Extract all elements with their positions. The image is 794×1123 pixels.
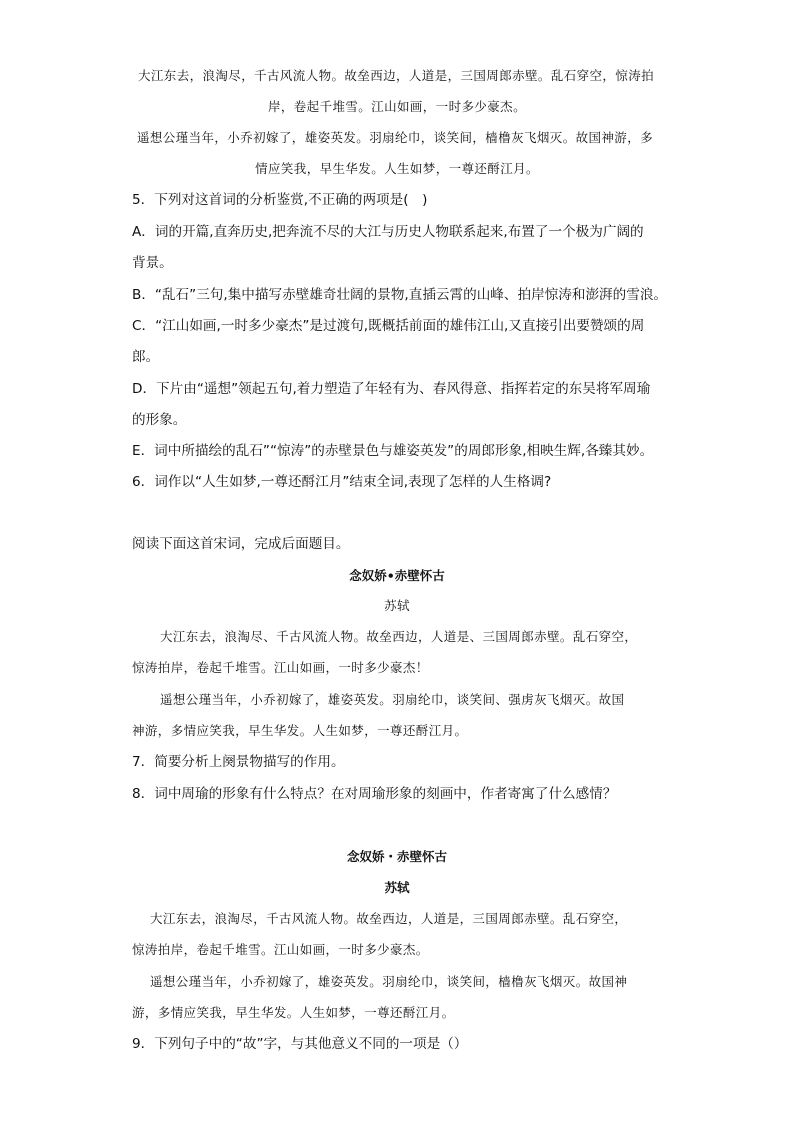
- section2-poem-author: 苏轼: [384, 598, 410, 613]
- section3-poem-line-3: 遥想公瑾当年，小乔初嫁了，雄姿英发。羽扇纶巾，谈笑间，樯橹灰飞烟灭。故国神: [150, 974, 628, 989]
- section3-poem-line-1: 大江东去，浪淘尽，千古风流人物。故垒西边，人道是，三国周郎赤壁。乱石穿空，: [150, 911, 628, 926]
- section3-poem-author: 苏轼: [384, 880, 410, 895]
- question-6: 6．词作以“人生如梦,一尊还酹江月”结束全词,表现了怎样的人生格调?: [132, 474, 552, 490]
- section2-poem-title: 念奴娇•赤壁怀古: [349, 568, 445, 583]
- question-5-option-d-cont: 的形象。: [132, 412, 187, 428]
- question-9: 9．下列句子中的“故”字，与其他意义不同的一项是（）: [132, 1036, 468, 1052]
- question-5-option-a-cont: 背景。: [132, 255, 173, 271]
- section2-intro: 阅读下面这首宋词，完成后面题目。: [132, 536, 350, 552]
- section2-poem-line-3: 遥想公瑾当年，小乔初嫁了，雄姿英发。羽扇纶巾，谈笑间、强虏灰飞烟灭。故国: [160, 692, 625, 707]
- question-8: 8．词中周瑜的形象有什么特点？在对周瑜形象的刻画中，作者寄寓了什么感情？: [132, 786, 617, 802]
- question-5-option-c: C．“江山如画,一时多少豪杰”是过渡句,既概括前面的雄伟江山,又直接引出要赞颂的周: [132, 318, 645, 334]
- question-5-option-d: D．下片由“遥想”领起五句,着力塑造了年轻有为、春风得意、指挥若定的东吴将军周瑜: [132, 381, 651, 397]
- question-5-option-e: E．词中所描绘的乱石”“惊涛”的赤壁景色与雄姿英发”的周郎形象,相映生辉,各臻其妙。: [132, 443, 654, 459]
- section2-poem-line-4: 神游，多情应笑我，早生华发。人生如梦，一尊还酹江月。: [132, 723, 468, 738]
- poem1-line-2: 岸，卷起千堆雪。江山如画，一时多少豪杰。: [267, 99, 526, 114]
- section3-poem-line-4: 游，多情应笑我，早生华发。人生如梦，一尊还酹江月。: [132, 1005, 455, 1020]
- section3-poem-title: 念奴娇・赤壁怀古: [346, 849, 447, 864]
- section2-poem-line-1: 大江东去，浪淘尽、千古风流人物。故垒西边，人道是、三国周郎赤壁。乱石穿空，: [160, 629, 638, 644]
- section2-poem-line-2: 惊涛拍岸，卷起千堆雪。江山如画，一时多少豪杰！: [132, 660, 429, 675]
- question-5-option-b: B．“乱石”三句,集中描写赤壁雄奇壮阔的景物,直插云霄的山峰、拍岸惊涛和澎湃的雪浪。: [132, 287, 668, 303]
- poem1-line-1: 大江东去，浪淘尽，千古风流人物。故垒西边，人道是，三国周郎赤壁。乱石穿空，惊涛拍: [138, 68, 655, 83]
- question-7: 7．简要分析上阕景物描写的作用。: [132, 754, 345, 770]
- poem1-line-4: 情应笑我，早生华发。人生如梦，一尊还酹江月。: [255, 161, 539, 176]
- poem1-line-3: 遥想公瑾当年，小乔初嫁了，雄姿英发。羽扇纶巾，谈笑间，樯橹灰飞烟灭。故国神游，多: [137, 130, 654, 145]
- question-5-stem: 5．下列对这首词的分析鉴赏,不正确的两项是( ): [132, 192, 428, 208]
- question-5-option-c-cont: 郎。: [132, 349, 160, 365]
- section3-poem-line-2: 惊涛拍岸，卷起千堆雪。江山如画，一时多少豪杰。: [132, 942, 429, 957]
- question-5-option-a: A．词的开篇,直奔历史,把奔流不尽的大江与历史人物联系起来,布置了一个极为广阔的: [132, 224, 644, 240]
